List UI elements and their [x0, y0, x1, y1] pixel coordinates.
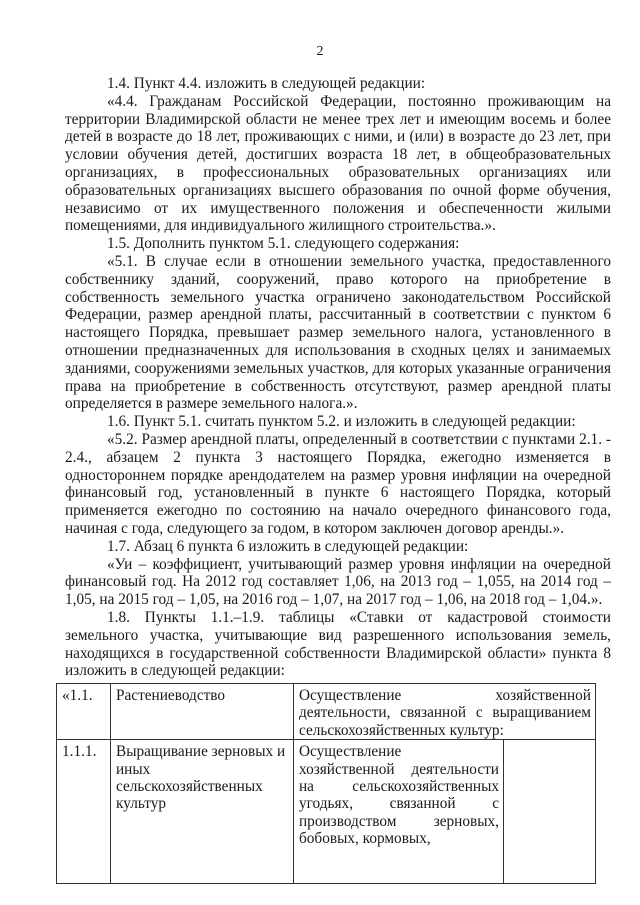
- table-row: [57, 740, 596, 884]
- page-number: 2: [316, 44, 324, 59]
- paragraph-1-7: 1.7. Абзац 6 пункта 6 изложить в следующей редакции:: [107, 537, 469, 555]
- row-number-cell: «1.1.: [57, 684, 111, 740]
- row-name-cell: Выращивание зерновых и иных сельскохозяйственных культур: [111, 740, 294, 884]
- paragraph-quote-coefficient: «Уи – коэффициент, учитывающий размер уровня инфляции на очередной финансовый год. На 2012 год составляет 1,06, на 2013 год – 1,055, на 2014 год – 1,05, на 2015 год – 1,05, на 2016 год – 1,07, на 2017 год – 1,06, на 2018 год – 1,04.».: [65, 555, 611, 609]
- row-rate-cell: [504, 740, 596, 884]
- row-number-cell: 1.1.1.: [57, 740, 111, 884]
- rates-table: [56, 683, 596, 884]
- paragraph-1-8: 1.8. Пункты 1.1.–1.9. таблицы «Ставки от кадастровой стоимости земельного участка, учитывающие вид разрешенного использования земель, находящихся в государственной собственности Владимирской области» пункта 8 изложить в следующей редакции:: [65, 608, 611, 680]
- paragraph-1-5: 1.5. Дополнить пунктом 5.1. следующего содержания:: [107, 235, 460, 253]
- row-description-cell: Осуществление хозяйственной деятельности, связанной с выращиванием сельскохозяйственных культур:: [294, 684, 596, 740]
- table-row: [57, 684, 596, 740]
- row-description-cell: Осуществление хозяйственной деятельности на сельскохозяйственных угодьях, связанной с производством зерновых, бобовых, кормовых,: [294, 740, 504, 884]
- paragraph-1-6: 1.6. Пункт 5.1. считать пунктом 5.2. и изложить в следующей редакции:: [107, 413, 576, 431]
- paragraph-quote-5-2: «5.2. Размер арендной платы, определенный в соответствии с пунктами 2.1. - 2.4., абзацем 2 пункта 3 настоящего Порядка, ежегодно изменяется в одностороннем порядке арендодателем на размер уровня инфляции на очередной финансовый год, установленный в пункте 6 настоящего Порядка, который применяется ежегодно по состоянию на начало очередного финансового года, начиная с года, следующего за годом, в котором заключен договор аренды.».: [65, 430, 611, 537]
- paragraph-quote-4-4: «4.4. Гражданам Российской Федерации, постоянно проживающим на территории Владимирской области не менее трех лет и имеющим восемь и более детей в возрасте до 18 лет, проживающих с ними, и (или) в возрасте до 23 лет, при условии обучения детей, достигших возраста 18 лет, в общеобразовательных организациях, в профессиональных образовательных организациях или образовательных организациях высшего образования по очной форме обучения, независимо от их имущественного положения и обеспеченности жилыми помещениями, для индивидуального жилищного строительства.».: [65, 92, 611, 235]
- row-name-cell: Растениеводство: [111, 684, 294, 740]
- document-body: [65, 75, 611, 680]
- paragraph-quote-5-1: «5.1. В случае если в отношении земельного участка, предоставленного собственнику зданий, сооружений, право которого на приобретение в собственность земельного участка ограничено законодательством Российской Федерации, размер арендной платы, рассчитанный в соответствии с пунктом 6 настоящего Порядка, превышает размер земельного налога, установленного в отношении предназначенных для использования в сходных целях и занимаемых зданиями, сооружениями земельных участков, для которых указанные ограничения права на приобретение в собственность отсутствуют, размер арендной платы определяется в размере земельного налога.».: [65, 252, 611, 413]
- paragraph-1-4: 1.4. Пункт 4.4. изложить в следующей редакции:: [107, 75, 426, 92]
